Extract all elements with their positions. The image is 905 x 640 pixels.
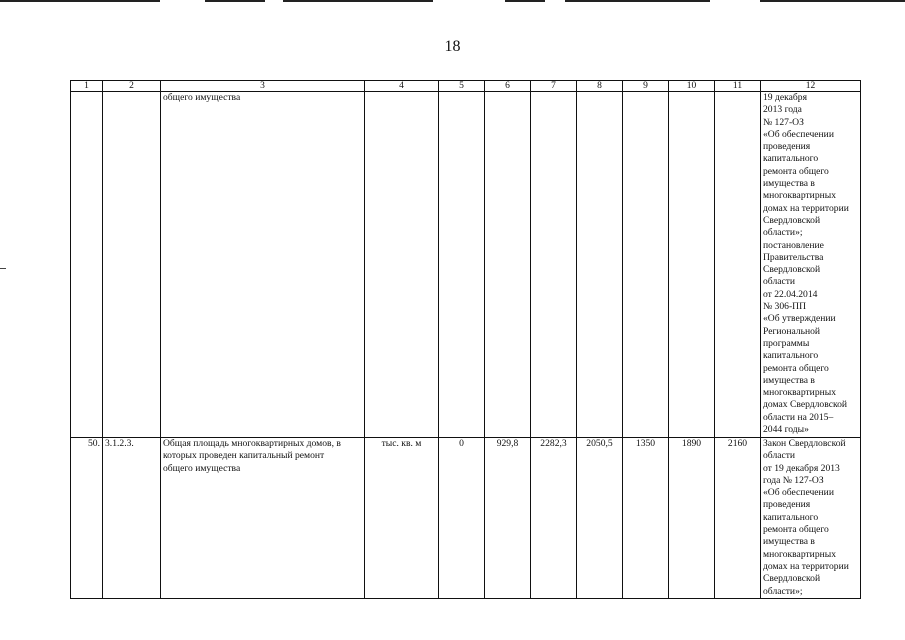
value-cell xyxy=(439,92,485,438)
table-row xyxy=(71,438,861,599)
value-cell xyxy=(669,92,715,438)
column-number: 8 xyxy=(577,81,623,92)
column-number: 12 xyxy=(761,81,861,92)
column-number: 5 xyxy=(439,81,485,92)
scan-edge-mark xyxy=(283,0,433,2)
column-number: 6 xyxy=(485,81,531,92)
value-cell: 1890 xyxy=(669,438,715,599)
value-cell: 2160 xyxy=(715,438,761,599)
value-cell xyxy=(531,92,577,438)
column-number: 2 xyxy=(103,81,161,92)
indicator-table xyxy=(70,80,861,599)
value-cell: 1350 xyxy=(623,438,669,599)
value-cell: 2282,3 xyxy=(531,438,577,599)
scan-edge-mark xyxy=(0,0,160,2)
value-cell xyxy=(623,92,669,438)
table-row xyxy=(71,92,861,438)
indicator-name-cell: общего имущества xyxy=(161,92,365,438)
value-cell: 0 xyxy=(439,438,485,599)
column-number: 4 xyxy=(365,81,439,92)
value-cell xyxy=(577,92,623,438)
column-number: 9 xyxy=(623,81,669,92)
column-number: 1 xyxy=(71,81,103,92)
row-number-cell xyxy=(71,92,103,438)
legal-basis-cell: Закон Свердловской области от 19 декабря 2013 года № 127-ОЗ «Об обеспечении проведения капитального ремонта общего имущества в многоквартирных домах на территории Свердловской области»; xyxy=(761,438,861,599)
column-number: 7 xyxy=(531,81,577,92)
scan-edge-mark xyxy=(0,268,6,269)
unit-cell: тыс. кв. м xyxy=(365,438,439,599)
page-number: 18 xyxy=(444,38,461,55)
indicator-name-cell: Общая площадь многоквартирных домов, в которых проведен капитальный ремонт общего имущества xyxy=(161,438,365,599)
column-number: 3 xyxy=(161,81,365,92)
value-cell xyxy=(485,92,531,438)
code-cell: 3.1.2.3. xyxy=(103,438,161,599)
code-cell xyxy=(103,92,161,438)
value-cell xyxy=(715,92,761,438)
unit-cell xyxy=(365,92,439,438)
column-number-row xyxy=(71,81,861,92)
value-cell: 2050,5 xyxy=(577,438,623,599)
scan-edge-mark xyxy=(760,0,905,2)
column-number: 10 xyxy=(669,81,715,92)
row-number-cell: 50. xyxy=(71,438,103,599)
value-cell: 929,8 xyxy=(485,438,531,599)
scan-edge-mark xyxy=(205,0,265,2)
scan-edge-mark xyxy=(565,0,710,2)
column-number: 11 xyxy=(715,81,761,92)
scan-edge-mark xyxy=(505,0,545,2)
legal-basis-cell: 19 декабря 2013 года № 127-ОЗ «Об обеспечении проведения капитального ремонта общего имущества в многоквартирных домах на территории Свердловской области»; постановление Правительства Свердловской области от 22.04.2014 № 306-ПП «Об утверждении Региональной программы капитального ремонта общего имущества в многоквартирных домах Свердловской области на 2015– 2044 годы» xyxy=(761,92,861,438)
